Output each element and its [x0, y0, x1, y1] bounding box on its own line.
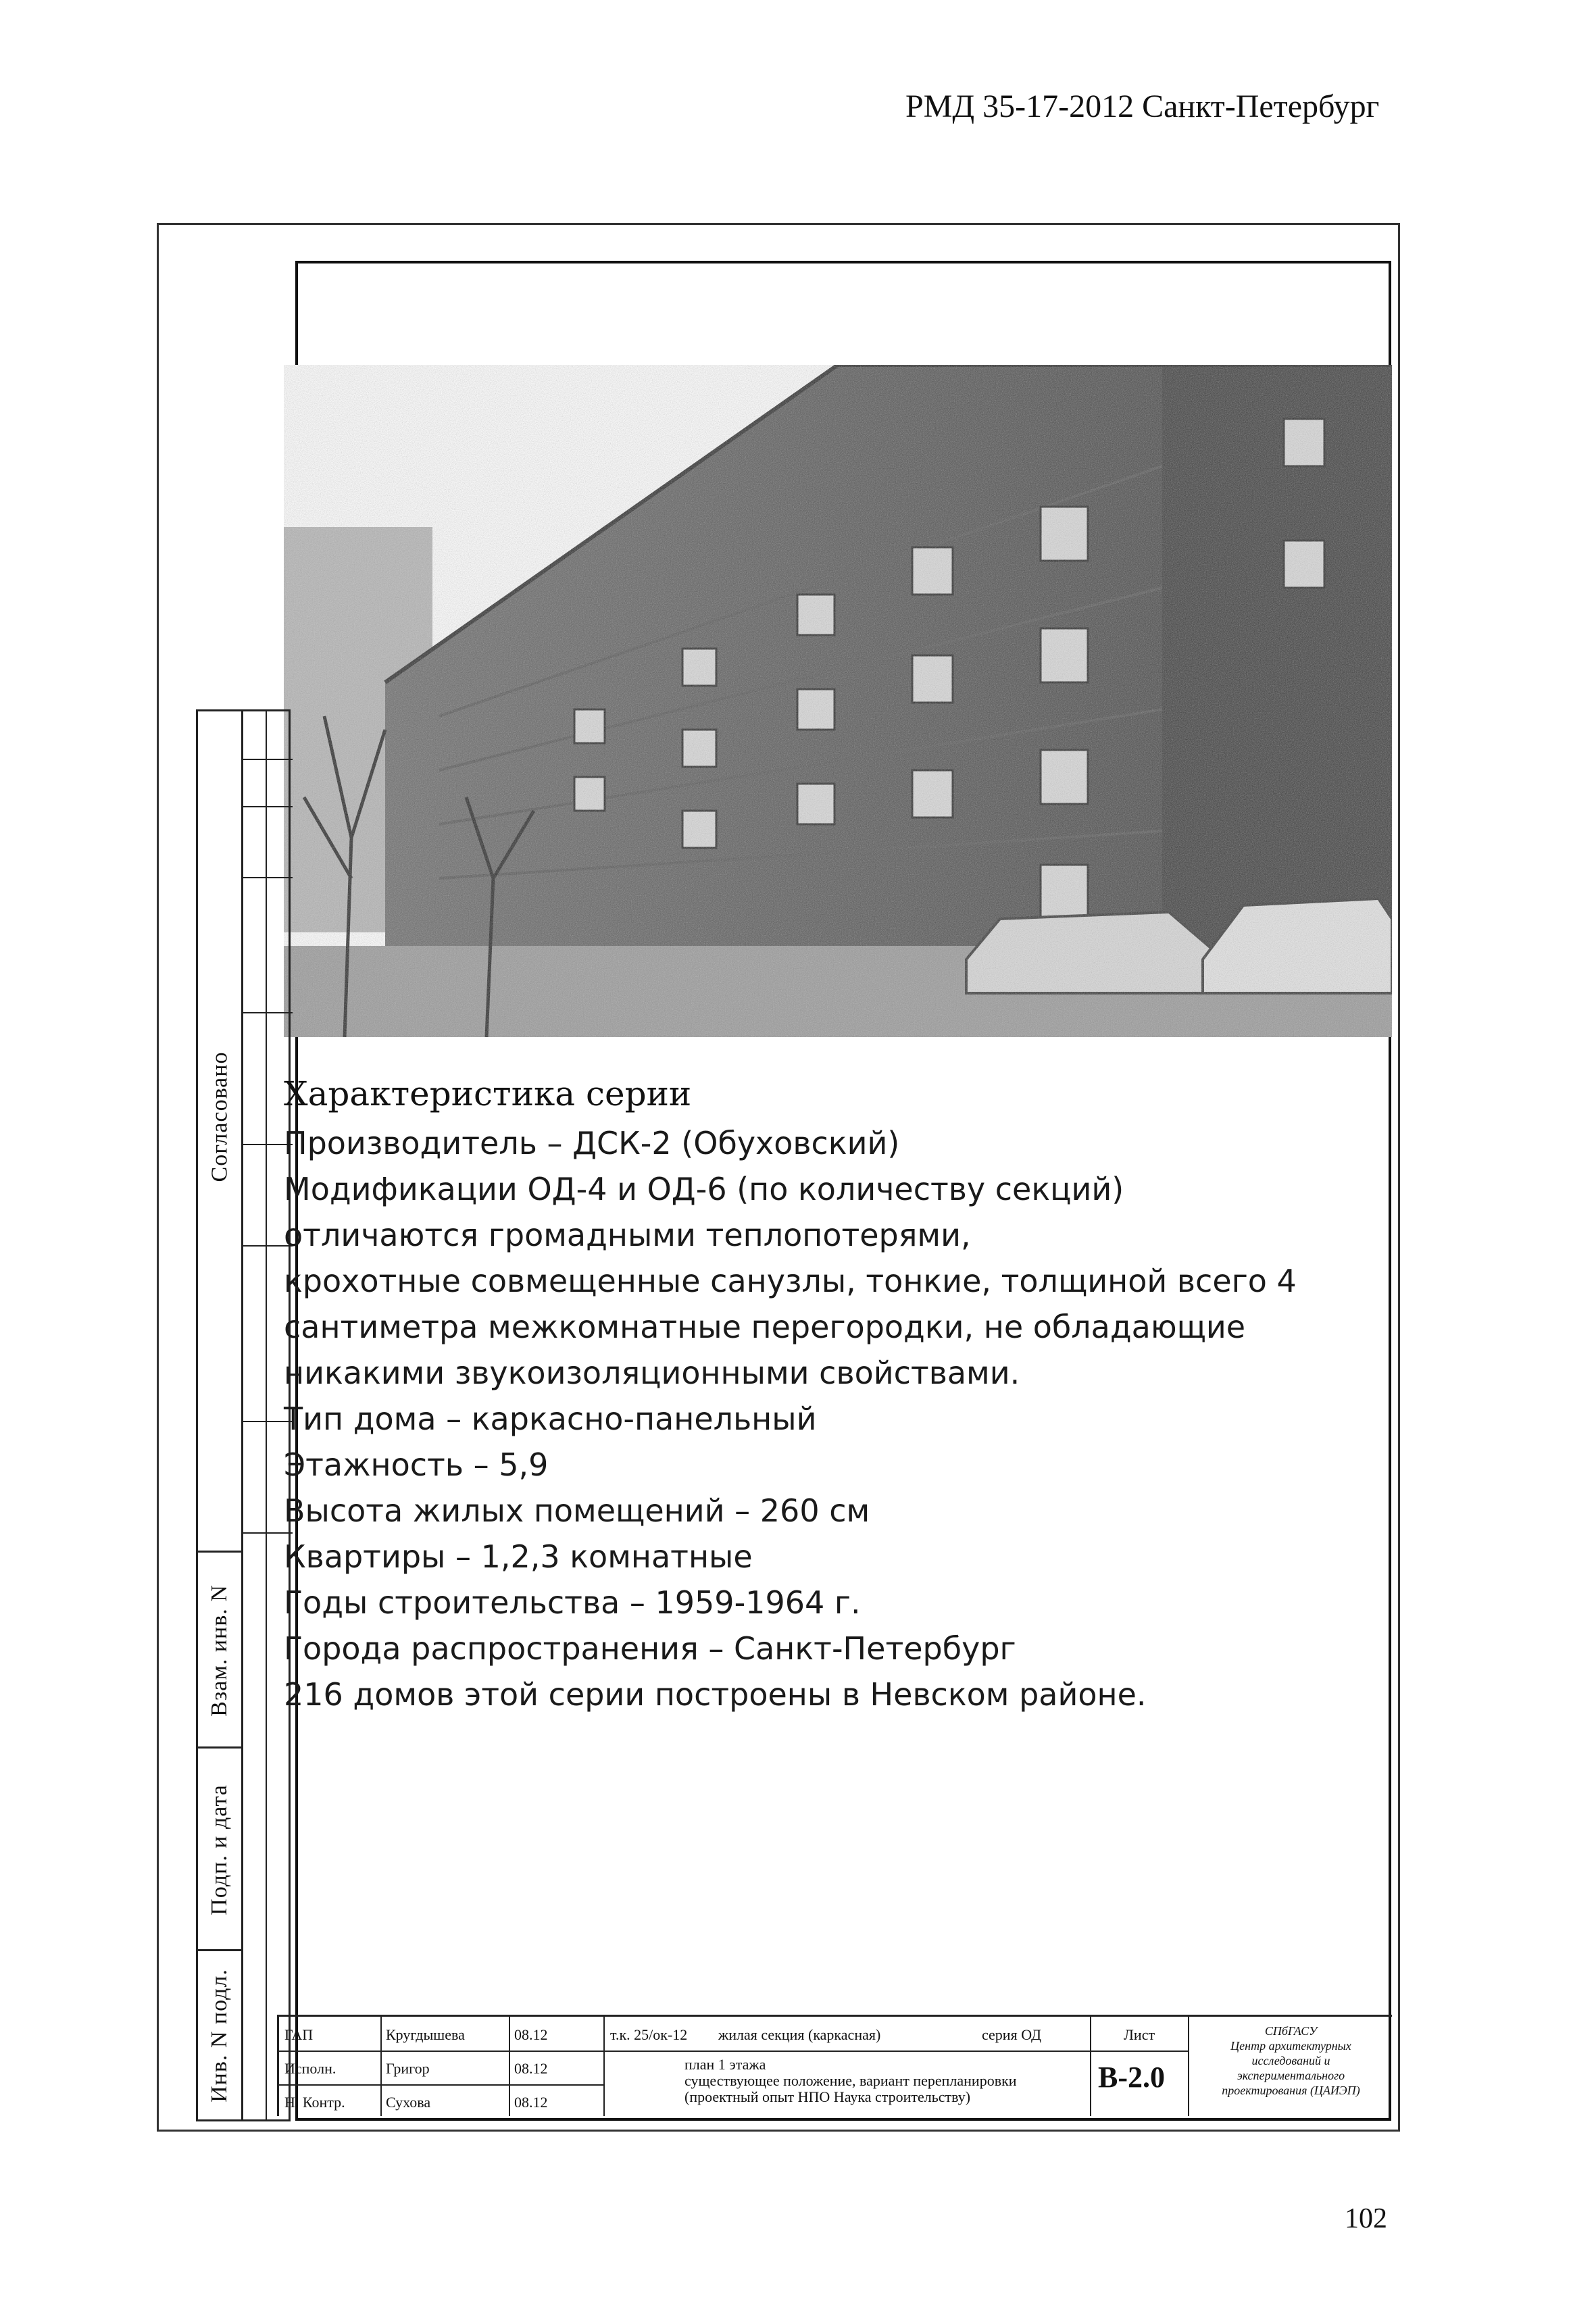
side-tick	[241, 1012, 293, 1013]
document-code: РМД 35-17-2012 Санкт-Петербург	[905, 89, 1380, 124]
stamp-hline	[279, 2051, 603, 2052]
org-line: исследований и	[1251, 2054, 1330, 2067]
stamp-name: Сухова	[386, 2094, 431, 2111]
content-line: Годы строительства – 1959-1964 г.	[284, 1584, 861, 1621]
content-line: Производитель – ДСК-2 (Обуховский)	[284, 1125, 900, 1161]
side-tick	[241, 806, 293, 807]
side-label-inv-original: Инв. N подл.	[207, 1969, 232, 2103]
content-line: никакими звукоизоляционными свойствами.	[284, 1355, 1020, 1391]
page-number: 102	[1345, 2203, 1387, 2234]
stamp-project-no: т.к. 25/ок-12	[610, 2026, 688, 2043]
content-line: 216 домов этой серии построены в Невском районе.	[284, 1676, 1147, 1713]
stamp-role: Исполн.	[284, 2060, 336, 2077]
stamp-series: серия ОД	[982, 2026, 1041, 2043]
content-line: отличаются громадными теплопотерями,	[284, 1217, 971, 1253]
content-line: крохотные совмещенные санузлы, тонкие, толщиной всего 4	[284, 1263, 1297, 1299]
title-block-stamp	[277, 2015, 1392, 2116]
stamp-role: Н. Контр.	[284, 2094, 345, 2111]
side-tick	[241, 759, 293, 760]
org-line: Центр архитектурных	[1230, 2039, 1351, 2053]
stamp-hline	[603, 2051, 1090, 2052]
stamp-vline	[603, 2017, 605, 2116]
content-line: Города распространения – Санкт-Петербург	[284, 1630, 1016, 1667]
org-line: экспериментального	[1237, 2069, 1345, 2082]
content-line: Квартиры – 1,2,3 комнатные	[284, 1538, 753, 1575]
side-label-sign-date: Подп. и дата	[207, 1784, 232, 1915]
stamp-name: Григор	[386, 2060, 430, 2077]
stamp-date: 08.12	[514, 2060, 548, 2077]
stamp-sheet-label: Лист	[1124, 2026, 1155, 2043]
stamp-description: существующее положение, вариант перепланировки	[684, 2072, 1017, 2089]
stamp-role: ГАП	[284, 2026, 314, 2043]
content-heading: Характеристика серии	[284, 1074, 692, 1113]
stamp-vline	[380, 2017, 382, 2116]
org-line: СПбГАСУ	[1264, 2024, 1318, 2038]
stamp-object: жилая секция (каркасная)	[718, 2026, 881, 2043]
stamp-date: 08.12	[514, 2094, 548, 2111]
org-line: проектирования (ЦАИЭП)	[1222, 2084, 1360, 2097]
building-photo	[284, 365, 1392, 1037]
stamp-sheet-code: В-2.0	[1098, 2061, 1165, 2094]
content-line: Этажность – 5,9	[284, 1447, 549, 1483]
stamp-hline	[1090, 2051, 1188, 2052]
stamp-description: (проектный опыт НПО Наука строительству)	[684, 2088, 971, 2105]
content-line: Тип дома – каркасно-панельный	[284, 1401, 817, 1437]
side-label-agreed: Согласовано	[207, 1051, 232, 1182]
content-line: Модификации ОД-4 и ОД-6 (по количеству секций)	[284, 1171, 1124, 1207]
content-line: Высота жилых помещений – 260 см	[284, 1492, 870, 1529]
stamp-hline	[279, 2084, 603, 2086]
series-characteristics	[284, 1074, 1378, 1717]
side-divider	[241, 711, 243, 2119]
content-line: сантиметра межкомнатные перегородки, не обладающие	[284, 1309, 1246, 1345]
stamp-vline	[1090, 2017, 1091, 2116]
stamp-description: план 1 этажа	[684, 2056, 766, 2073]
stamp-name: Кругдышева	[386, 2026, 465, 2043]
side-divider	[266, 711, 267, 2119]
stamp-vline	[1188, 2017, 1189, 2116]
stamp-date: 08.12	[514, 2026, 548, 2043]
side-tick	[241, 877, 293, 878]
side-label-inv-replace: Взам. инв. N	[207, 1584, 232, 1717]
stamp-organization	[1191, 2023, 1391, 2098]
stamp-vline	[509, 2017, 510, 2116]
side-approval-block	[196, 709, 291, 2121]
